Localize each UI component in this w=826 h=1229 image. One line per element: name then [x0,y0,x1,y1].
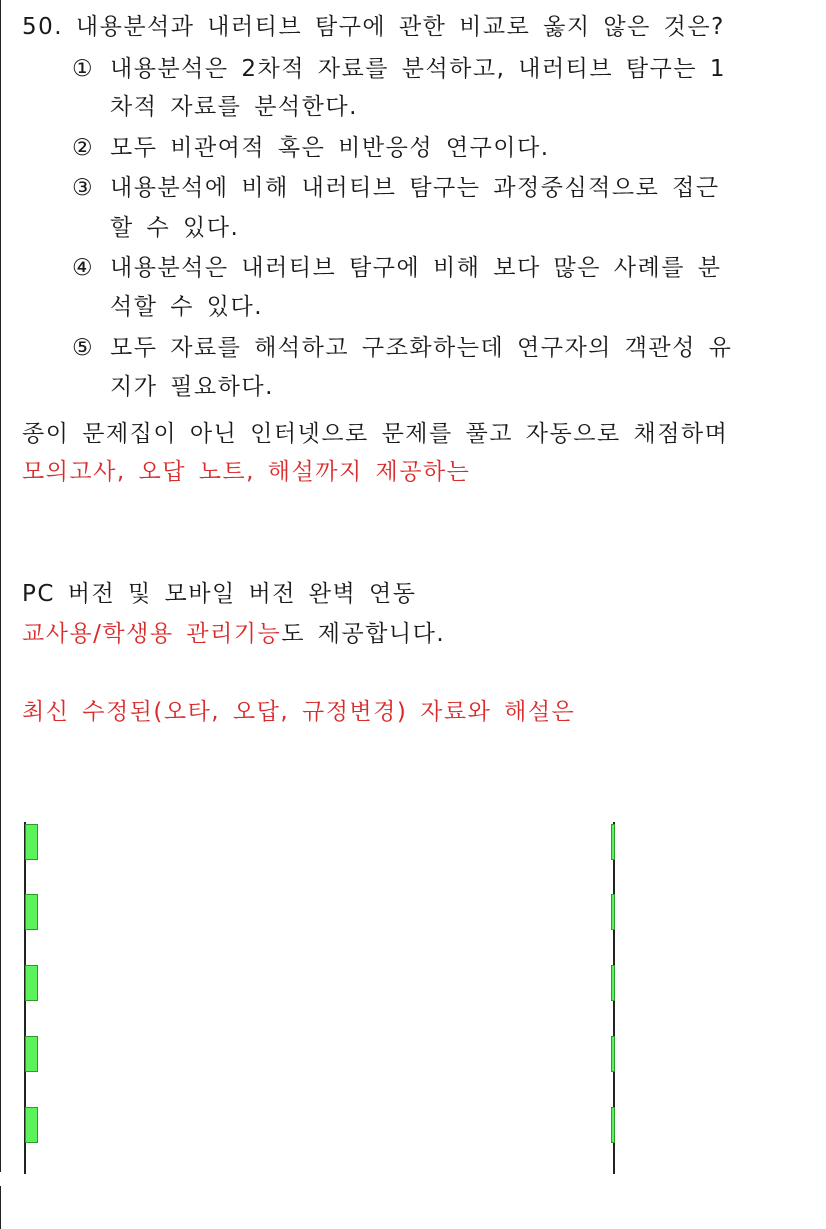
option-1-number: ① [72,56,95,82]
green-tab-right-2 [611,894,615,930]
promo-line-5: 최신 수정된(오타, 오답, 규정변경) 자료와 해설은 [22,699,576,725]
option-3-number: ③ [72,175,95,201]
option-4-text: 내용분석은 내러티브 탐구에 비해 보다 많은 사례를 분 [110,255,722,281]
left-border-line [0,0,1,1229]
green-tab-right-3 [611,965,615,1001]
option-3-text-cont: 할 수 있다. [110,215,240,241]
green-tab-left-3 [25,965,38,1001]
green-tab-left-2 [25,894,38,930]
promo-line-1: 종이 문제집이 아닌 인터넷으로 문제를 풀고 자동으로 채점하며 [22,421,729,447]
promo-line-3: PC 버전 및 모바일 버전 완벽 연동 [22,581,417,607]
left-border-gap [0,1172,2,1186]
option-4-text-cont: 석할 수 있다. [110,294,264,320]
green-tab-left-4 [25,1036,38,1072]
option-1[interactable] [72,55,726,83]
green-tab-right-5 [611,1107,615,1143]
option-5-number: ⑤ [72,335,95,361]
option-5[interactable] [72,334,732,362]
option-2[interactable] [72,134,550,162]
option-4-number: ④ [72,255,95,281]
option-5-text-cont: 지가 필요하다. [110,374,274,400]
green-tab-right-1 [611,824,615,860]
option-2-text: 모두 비관여적 혹은 비반응성 연구이다. [110,135,550,161]
option-4[interactable] [72,254,721,282]
green-tab-right-4 [611,1036,615,1072]
promo-line-2: 모의고사, 오답 노트, 해설까지 제공하는 [22,459,471,485]
question-title: 50. 내용분석과 내러티브 탐구에 관한 비교로 옳지 않은 것은? [22,14,725,40]
green-tab-left-1 [25,824,38,860]
option-2-number: ② [72,135,95,161]
option-5-text: 모두 자료를 해석하고 구조화하는데 연구자의 객관성 유 [110,335,733,361]
option-3[interactable] [72,174,720,202]
green-tab-left-5 [25,1107,38,1143]
option-3-text: 내용분석에 비해 내러티브 탐구는 과정중심적으로 접근 [110,175,720,201]
promo-line-4 [22,620,445,648]
promo-line-4-black: 도 제공합니다. [281,621,446,647]
promo-line-4-red: 교사용/학생용 관리기능 [22,621,282,647]
option-1-text-cont: 차적 자료를 분석한다. [110,94,358,120]
option-1-text: 내용분석은 2차적 자료를 분석하고, 내러티브 탐구는 1 [110,56,727,82]
